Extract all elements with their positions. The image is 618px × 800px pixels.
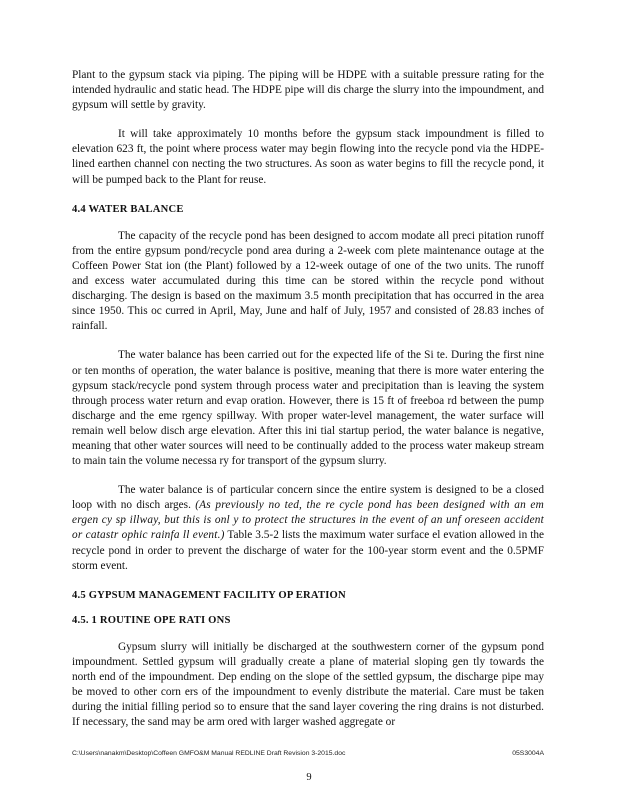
paragraph-slurry-discharge: Gypsum slurry will initially be discharged at the southwestern corner of the gypsum pond impoundment. Settled gypsum will gradually create a plane of material sloping gen tly towards the north end of the impoundment. Dep ending on the slope of the settled gypsum, the discharge pipe may be moved to other corn ers of the impoundment to evenly distribute the material. Care must be taken during the initial filling period so to ensure that the sand layer covering the ring drains is not disturbed. If necessary, the sand may be arm ored with larger washed aggregate or	[72, 640, 544, 729]
paragraph-recycle-pond-capacity: The capacity of the recycle pond has been designed to accom modate all preci pitation runoff from the entire gypsum pond/recycle pond area during a 2-week com plete maintenance outage at the Coffeen Power Stat ion (the Plant) followed by a 12-week outage of one of the two units. The runoff and excess water accumulated during this time can be stored within the recycle pond without discharging. The design is based on the maximum 3.5 month precipitation that has occurred in the area since 1950. This oc curred in April, May, June and half of July, 1957 and consisted of 28.83 inches of rainfall.	[72, 229, 544, 333]
heading-routine-operations: 4.5. 1 ROUTINE OPE RATI ONS	[72, 614, 231, 626]
footer-file-path: C:\Users\nanakm\Desktop\Coffeen GMFO&M Manual REDLINE Draft Revision 3-2015.doc	[72, 750, 346, 757]
paragraph-water-balance-life: The water balance has been carried out for the expected life of the Si te. During the first nine or ten months of operation, the water balance is positive, meaning that there is more water entering the gypsum stack/recycle pond system through process water and precipitation than is leaving the system through process water return and evap oration. However, there is 15 ft of freeboa rd between the pump discharge and the eme rgency spillway. With proper water-level management, the water surface will remain well below disch arge elevation. After this ini tial startup period, the water balance is negative, meaning that other water sources will need to be continually added to the process water makeup stream to main tain the volume necessa ry for transport of the gypsum slurry.	[72, 349, 544, 468]
spillway-note: (As previously no ted, the re cycle pond has been designed with an em ergen cy sp illway, but this is onl y to protect the structures in the event of an unf oreseen accident or catastr ophic rainfa ll event.)	[72, 499, 544, 542]
table-reference-text: Table 3.5-2 lists the maximum water surface el evation allowed in the recycle pond in order to prevent the discharge of water for the 100-year storm event and the 0.5PMF storm event.	[72, 529, 545, 572]
closed-loop-text: The water balance is of particular concern since the entire system is designed to be a closed loop with no disch arges.	[72, 484, 544, 512]
page-footer	[72, 750, 544, 757]
heading-water-balance: 4.4 WATER BALANCE	[72, 203, 184, 215]
footer-document-code: 05S3004A	[512, 750, 544, 757]
document-body	[72, 68, 544, 744]
paragraph-closed-loop	[72, 483, 544, 574]
paragraph-impoundment-fill: It will take approximately 10 months before the gypsum stack impoundment is filled to elevation 623 ft, the point where process water may begin flowing into the recycle pond via the HDPE-lined earthen channel con necting the two structures. As soon as water begins to fill the recycle pond, it will be pumped back to the Plant for reuse.	[72, 128, 544, 186]
page-number: 9	[306, 772, 312, 783]
heading-gypsum-management: 4.5 GYPSUM MANAGEMENT FACILITY OP ERATION	[72, 589, 346, 601]
paragraph-plant-piping: Plant to the gypsum stack via piping. The piping will be HDPE with a suitable pressure rating for the intended hydraulic and static head. The HDPE pipe will dis charge the slurry into the impoundment, and gypsum will settle by gravity.	[72, 69, 544, 112]
